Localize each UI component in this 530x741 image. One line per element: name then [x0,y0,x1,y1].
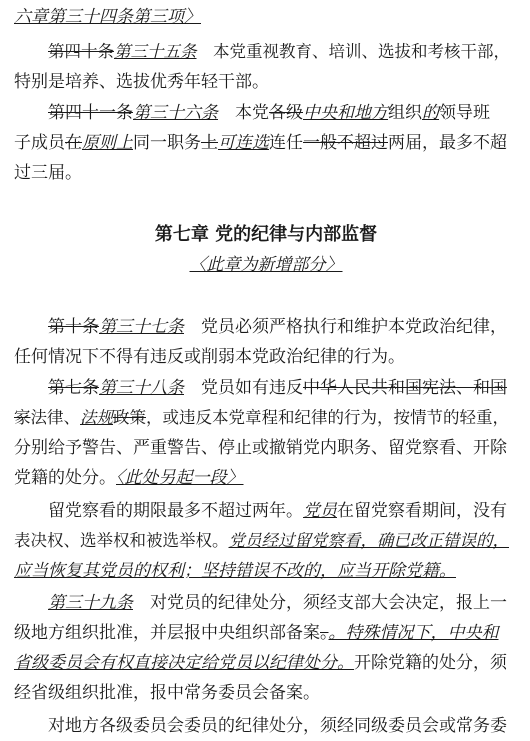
deleted-text: 政策 [113,408,146,427]
body-text: 留党察看的期限最多不超过两年。 [48,501,303,521]
body-text: 党员必须严格执行和维护本党政治纪律， [184,317,507,337]
article-35 [14,37,518,97]
deleted-text: 家 [14,408,31,427]
body-text: 党员如有违反 [184,378,303,398]
body-text: 对地方各级委员会委员的纪律处分，须经同级委员会或常务委 [48,716,507,736]
deleted-text: 在 [65,133,82,153]
inserted-text: 中央和地方 [303,103,388,123]
probation-paragraph [14,496,518,586]
deleted-text: 各级 [269,103,303,123]
chapter-note: 〈此章为新增部分〉 [189,255,343,275]
deleted-article-number: 第四十一条 [48,103,133,123]
inserted-text: 党员经过留党察看，确已改正错误的， [228,531,509,550]
body-text: 在留党察看期间，没有 [337,501,507,521]
deleted-text: 。 [320,623,329,643]
deleted-text: 中华人民共和国宪法、和国 [303,378,507,398]
body-text: 分别给予警告、严重警告、停止或撤销党内职务、留党察看、开除 [14,438,507,458]
body-text: ，或违反本党章程和纪律的行为，按情节的轻重， [146,408,509,427]
inserted-article-number: 第三十五条 [114,42,197,61]
inserted-text: 党员 [303,501,337,521]
body-text: 过三届。 [14,163,82,183]
paragraph-fragment [14,2,518,32]
body-text: 连任 [269,133,303,153]
body-text: 同一职务 [133,133,201,153]
inserted-article-number: 第三十八条 [99,378,184,398]
chapter-title: 第七章 党的纪律与内部监督 [154,224,378,245]
inserted-article-number: 第三十六条 [133,103,218,123]
deleted-article-number: 第十条 [48,317,99,337]
article-38 [14,373,518,493]
deleted-article-number: 第四十条 [48,42,114,61]
inserted-text: 〈此处另起一段〉 [116,468,244,488]
body-text: 表决权、选举权和被选举权。 [14,531,229,550]
committee-discipline-paragraph [14,711,518,741]
body-text: 开除党籍的处分，须 [354,653,507,673]
inserted-text: 省级委员会有权直接决定给党员以纪律处分。 [14,653,354,673]
inserted-text: 六章第三十四条第三项〉 [14,7,201,27]
body-text: 级地方组织批准，并层报中央组织部备案 [14,623,320,643]
inserted-text: 法规 [80,408,113,427]
deleted-text: 一般不超过 [303,133,388,153]
inserted-text: 可连选 [218,133,269,153]
body-text: 法律、 [30,408,80,427]
body-text: 任何情况下不得有违反或削弱本党政治纪律的行为。 [14,347,405,367]
article-37 [14,312,518,372]
inserted-text: 原则上 [82,133,133,153]
body-text: 党籍的处分。 [14,468,116,488]
article-36 [14,98,518,188]
inserted-text: 应当恢复其党员的权利；坚持错误不改的，应当开除党籍。 [14,561,456,581]
inserted-article-number: 第三十七条 [99,317,184,337]
body-text: 组织 [388,103,422,123]
body-text: 对党员的纪律处分，须经支部大会决定，报上一 [133,593,507,613]
body-text: 领导班 [439,103,490,123]
body-text: 经省级组织批准，报中常务委员会备案。 [14,683,320,703]
inserted-text: 的 [422,103,439,123]
body-text: 本党 [218,103,269,123]
deleted-article-number: 第七条 [48,378,99,398]
inserted-article-number: 第三十九条 [48,593,133,613]
inserted-text: 。特殊情况下，中央和 [328,623,499,643]
body-text: 特别是培养、选拔优秀年轻干部。 [14,72,269,92]
body-text: 本党重视教育、培训、选拔和考核干部， [196,42,510,61]
article-39 [14,588,518,708]
body-text: 子成员 [14,133,65,153]
body-text: 两届，最多不超 [388,133,507,153]
chapter-heading [14,220,518,280]
deleted-text: 上 [201,133,218,153]
